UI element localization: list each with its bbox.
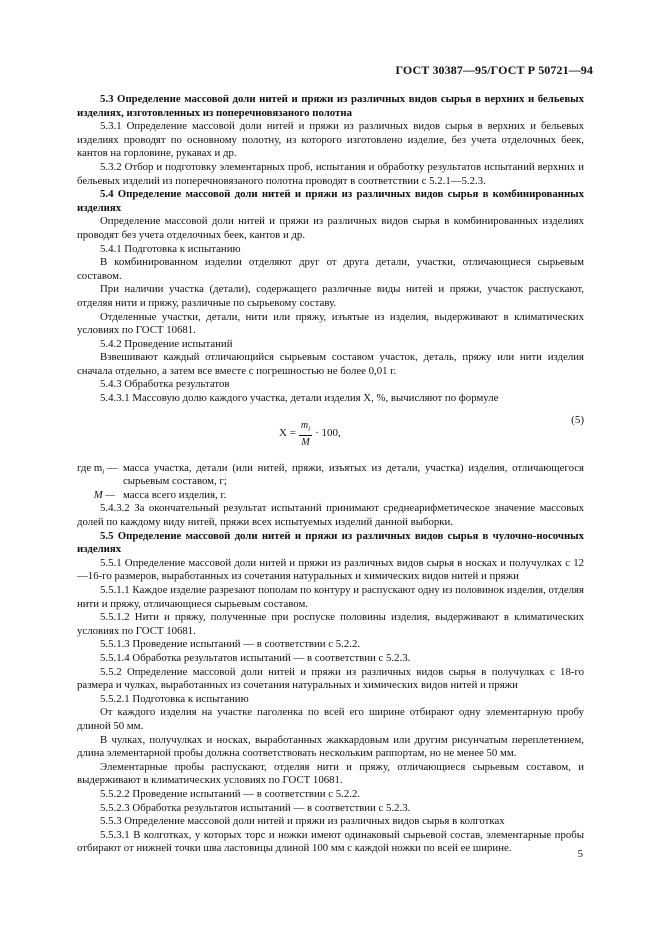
- formula-denominator: M: [301, 436, 310, 448]
- paragraph: 5.3.2 Отбор и подготовку элементарных проб, испытания и обработку результатов испытаний верхних и бельевых изделий из поперечновязаного полотна проводят в соответствии с 5.2.1—5.2.3.: [77, 160, 584, 187]
- paragraph: Взвешивают каждый отличающийся сырьевым составом участок, деталь, пряжу или нити изделия сначала отдельно, а затем все вместе с погрешностью не более 0,01 г.: [77, 351, 584, 377]
- formula-expression: [279, 420, 341, 449]
- paragraph: Элементарные пробы распускают, отделяя нити и пряжу, отличающиеся сырьевым составом, и выдерживают в климатических условиях по ГОСТ 10681.: [77, 760, 584, 787]
- section-heading: 5.4 Определение массовой доли нитей и пряжи из различных видов сырья в комбинированных изделиях: [77, 188, 584, 214]
- paragraph: От каждого изделия на участке паголенка по всей его ширине отбирают одну элементарную пробу длиной 50 мм.: [77, 706, 584, 732]
- paragraph: 5.5.3 Определение массовой доли нитей и пряжи из различных видов сырья в колготках: [100, 815, 505, 828]
- paragraph: 5.5.2.2 Проведение испытаний — в соответствии с 5.2.2.: [100, 787, 361, 800]
- paragraph: 5.4.3.1 Массовую долю каждого участка, детали изделия X, %, вычисляют по формуле: [100, 392, 499, 405]
- page-number: 5: [577, 848, 583, 860]
- paragraph: 5.4.3 Обработка результатов: [100, 378, 230, 391]
- section-heading: 5.3 Определение массовой доли нитей и пряжи из различных видов сырья в верхних и бельевых изделиях, изготовленных из поперечновязаного полотна: [77, 93, 584, 119]
- paragraphs-block-1: [77, 93, 584, 406]
- paragraph: При наличии участка (детали), содержащего различные виды нитей и пряжи, участок распускают, отделяя нити и пряжу, различные по сырьевому составу.: [77, 283, 584, 309]
- where-line-mi: [77, 462, 584, 489]
- paragraph: Отделенные участки, детали, нити или пряжу, изъятые из изделия, выдерживают в климатических условиях по ГОСТ 10681.: [77, 310, 584, 337]
- paragraph: 5.4.2 Проведение испытаний: [100, 337, 233, 350]
- paragraph: 5.5.2 Определение массовой доли нитей и пряжи из различных видов сырья в получулках с 18-го размера и чулках, выработанных из сочетания натуральных и химических видов нитей и пряжи: [77, 665, 584, 692]
- where-text-M: масса всего изделия, г.: [123, 488, 227, 501]
- paragraph: 5.5.1.1 Каждое изделие разрезают пополам по контуру и распускают одну из половинок изделия, отделяя нити и пряжу, отличающиеся сырьевым составом.: [77, 584, 584, 610]
- paragraph: 5.4.1 Подготовка к испытанию: [100, 242, 241, 255]
- where-text-mi: масса участка, детали (или нитей, пряжи, изъятых из детали, участка) изделия, отличающегося сырьевым составом, г;: [123, 461, 584, 488]
- where-line-M: [77, 489, 584, 503]
- paragraph: Определение массовой доли нитей и пряжи из различных видов сырья в комбинированных изделиях проводят без учета отделочных беек, кантов и др.: [77, 215, 584, 241]
- section-heading: 5.5 Определение массовой доли нитей и пряжи из различных видов сырья в чулочно-носочных изделиях: [77, 529, 584, 556]
- body-text: [77, 93, 584, 856]
- paragraph: В комбинированном изделии отделяют друг от друга детали, участки, отличающиеся сырьевым составом.: [77, 256, 584, 282]
- paragraph: 5.5.1.3 Проведение испытаний — в соответствии с 5.2.2.: [100, 638, 361, 651]
- paragraph: 5.4.3.2 За окончательный результат испытаний принимают среднеарифметическое значение массовых долей по каждому виду нитей, пряжи всех испытуемых изделий данной выборки.: [77, 502, 584, 529]
- where-label-M: M —: [93, 488, 115, 501]
- paragraph: 5.5.1.4 Обработка результатов испытаний — в соответствии с 5.2.3.: [100, 651, 411, 664]
- formula-5: [77, 412, 584, 456]
- formula-fraction: [299, 420, 312, 449]
- paragraph: В чулках, получулках и носках, выработанных жаккардовым или другим рисунчатым переплетением, длина элементарной пробы должна соответствовать нескольким раппортам, но не менее 50 мм.: [77, 733, 584, 760]
- formula-lhs: X =: [279, 427, 296, 440]
- formula-number: (5): [571, 413, 584, 426]
- paragraph: 5.5.2.3 Обработка результатов испытаний — в соответствии с 5.2.3.: [100, 801, 411, 814]
- paragraph: 5.5.2.1 Подготовка к испытанию: [100, 692, 249, 705]
- formula-rhs: · 100,: [315, 427, 341, 440]
- where-label-mi: где $m_i$ —: [77, 461, 118, 476]
- paragraph: 5.3.1 Определение массовой доли нитей и пряжи из различных видов сырья в верхних и бельевых изделиях проводят по основному полотну, из которого изготовлено изделие, без учета отделочных беек, кантов на горловине, рукавах и др.: [77, 120, 584, 160]
- paragraphs-block-2: [77, 502, 584, 855]
- running-header: ГОСТ 30387—95/ГОСТ Р 50721—94: [395, 63, 593, 77]
- paragraph: 5.5.1.2 Нити и пряжу, полученные при роспуске половины изделия, выдерживают в климатических условиях по ГОСТ 10681.: [77, 611, 584, 637]
- paragraph: 5.5.1 Определение массовой доли нитей и пряжи из различных видов сырья в носках и получулках с 12—16-го размеров, выработанных из сочетания натуральных и химических видов нитей и пряжи: [77, 556, 584, 583]
- formula-numerator: $m_i$: [299, 420, 312, 436]
- paragraph: 5.5.3.1 В колготках, у которых торс и ножки имеют одинаковый сырьевой состав, элементарные пробы отбирают от нижней точки шва ластовицы длиной 100 мм с каждой ножки по всей ее ширине.: [77, 828, 584, 855]
